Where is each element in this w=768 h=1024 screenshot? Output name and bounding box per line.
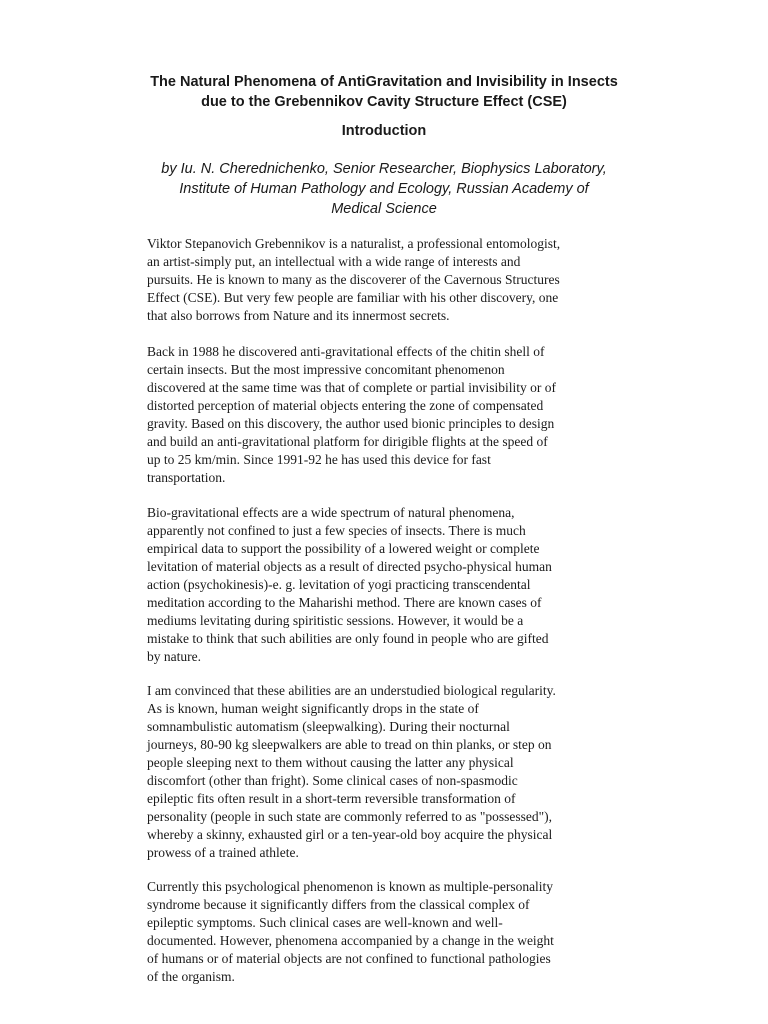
paragraph-line: an artist-simply put, an intellectual with a wide range of interests and bbox=[147, 254, 521, 269]
byline-line: Institute of Human Pathology and Ecology, Russian Academy of bbox=[179, 181, 589, 197]
paragraph-line: empirical data to support the possibility of a lowered weight or complete bbox=[147, 541, 540, 556]
paragraph-line: meditation according to the Maharishi method. There are known cases of bbox=[147, 595, 542, 610]
paragraph-line: up to 25 km/min. Since 1991-92 he has used this device for fast bbox=[147, 452, 491, 467]
byline-line: by Iu. N. Cherednichenko, Senior Researcher, Biophysics Laboratory, bbox=[161, 161, 607, 177]
body-paragraph bbox=[147, 343, 627, 487]
paragraph-line: Effect (CSE). But very few people are familiar with his other discovery, one bbox=[147, 290, 559, 305]
paragraph-line: syndrome because it significantly differs from the classical complex of bbox=[147, 897, 530, 912]
paragraph-line: that also borrows from Nature and its innermost secrets. bbox=[147, 308, 450, 323]
paragraph-line: and build an anti-gravitational platform for dirigible flights at the speed of bbox=[147, 434, 548, 449]
title-line: The Natural Phenomena of AntiGravitation and Invisibility in Insects bbox=[150, 74, 618, 90]
body-paragraph bbox=[147, 235, 627, 325]
paragraph-line: personality (people in such state are commonly referred to as "possessed"), bbox=[147, 809, 553, 824]
body-paragraph bbox=[147, 682, 627, 862]
paragraph-line: somnambulistic automatism (sleepwalking). During their nocturnal bbox=[147, 719, 510, 734]
paragraph-line: apparently not confined to just a few species of insects. There is much bbox=[147, 523, 526, 538]
paragraph-line: Viktor Stepanovich Grebennikov is a naturalist, a professional entomologist, bbox=[147, 236, 561, 251]
paragraph-line: whereby a skinny, exhausted girl or a ten-year-old boy acquire the physical bbox=[147, 827, 553, 842]
paragraph-line: epileptic fits often result in a short-term reversible transformation of bbox=[147, 791, 516, 806]
paragraph-line: mediums levitating during spiritistic sessions. However, it would be a bbox=[147, 613, 524, 628]
paragraph-line: certain insects. But the most impressive concomitant phenomenon bbox=[147, 362, 505, 377]
paragraph-line: mistake to think that such abilities are only found in people who are gifted bbox=[147, 631, 549, 646]
document-title bbox=[110, 72, 658, 112]
paragraph-line: Bio-gravitational effects are a wide spectrum of natural phenomena, bbox=[147, 505, 515, 520]
author-byline bbox=[110, 159, 658, 219]
paragraph-line: of humans or of material objects are not confined to functional pathologies bbox=[147, 951, 551, 966]
paragraph-line: gravity. Based on this discovery, the author used bionic principles to design bbox=[147, 416, 555, 431]
paragraph-line: levitation of material objects as a result of directed psycho-physical human bbox=[147, 559, 552, 574]
paragraph-line: distorted perception of material objects entering the zone of compensated bbox=[147, 398, 544, 413]
paragraph-line: Currently this psychological phenomenon is known as multiple-personality bbox=[147, 879, 554, 894]
paragraph-line: discomfort (other than fright). Some clinical cases of non-spasmodic bbox=[147, 773, 518, 788]
paragraph-line: prowess of a trained athlete. bbox=[147, 845, 299, 860]
body-paragraph bbox=[147, 504, 627, 666]
paragraph-line: action (psychokinesis)-e. g. levitation of yogi practicing transcendental bbox=[147, 577, 531, 592]
paragraph-line: pursuits. He is known to many as the discoverer of the Cavernous Structures bbox=[147, 272, 560, 287]
section-heading: Introduction bbox=[341, 123, 427, 139]
paragraph-line: As is known, human weight significantly drops in the state of bbox=[147, 701, 479, 716]
paragraph-line: journeys, 80-90 kg sleepwalkers are able to tread on thin planks, or step on bbox=[147, 737, 552, 752]
paragraph-line: epileptic symptoms. Such clinical cases are well-known and well- bbox=[147, 915, 503, 930]
title-line: due to the Grebennikov Cavity Structure Effect (CSE) bbox=[201, 94, 567, 110]
paragraph-line: Back in 1988 he discovered anti-gravitational effects of the chitin shell of bbox=[147, 344, 545, 359]
paragraph-line: I am convinced that these abilities are an understudied biological regularity. bbox=[147, 683, 556, 698]
paragraph-line: by nature. bbox=[147, 649, 201, 664]
body-paragraph bbox=[147, 878, 627, 986]
paragraph-line: of the organism. bbox=[147, 969, 235, 984]
paragraph-line: people sleeping next to them without causing the latter any physical bbox=[147, 755, 514, 770]
paragraph-line: discovered at the same time was that of complete or partial invisibility or of bbox=[147, 380, 557, 395]
paragraph-line: documented. However, phenomena accompanied by a change in the weight bbox=[147, 933, 554, 948]
byline-line: Medical Science bbox=[331, 201, 437, 217]
paragraph-line: transportation. bbox=[147, 470, 226, 485]
